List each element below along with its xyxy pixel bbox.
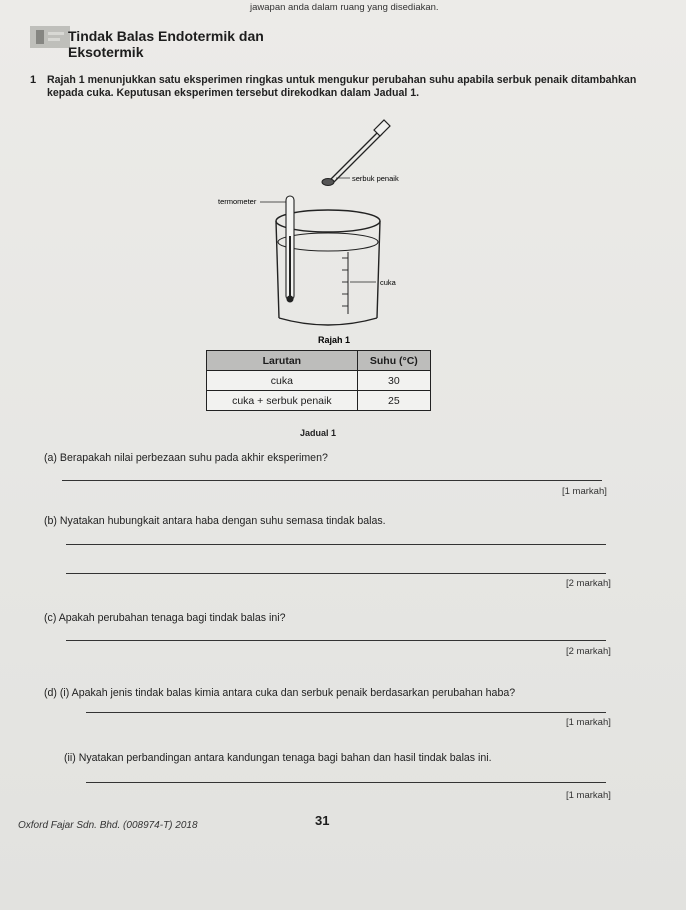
answer-line-a[interactable] (62, 480, 602, 481)
experiment-diagram (200, 118, 460, 348)
section-title-line2: Eksotermik (68, 44, 144, 60)
section-logo-icon (30, 22, 72, 52)
answer-line-b1[interactable] (66, 544, 606, 545)
question-text: Rajah 1 menunjukkan satu eksperimen ringkas untuk mengukur perubahan suhu apabila serbuk penaik ditambahkan kepada cuka. Keputusan eksperimen tersebut direkodkan dalam Jadual 1. (47, 74, 637, 99)
subquestion-a-text: (a) Berapakah nilai perbezaan suhu pada akhir eksperimen? (44, 452, 328, 464)
subquestion-c-text: (c) Apakah perubahan tenaga bagi tindak balas ini? (44, 612, 286, 624)
column-header: Larutan (207, 351, 358, 371)
mark-d1: [1 markah] (566, 717, 611, 728)
thermometer-icon (286, 196, 294, 303)
mark-b: [2 markah] (566, 578, 611, 589)
table-row (207, 391, 431, 411)
top-note: jawapan anda dalam ruang yang disediakan. (250, 2, 439, 13)
section-title: Tindak Balas Endotermik dan (68, 28, 264, 44)
answer-line-c[interactable] (66, 640, 606, 641)
mark-c: [2 markah] (566, 646, 611, 657)
question-number: 1 (30, 74, 37, 86)
answer-line-b2[interactable] (66, 573, 606, 574)
table-header-row (207, 351, 431, 371)
mark-a: [1 markah] (562, 486, 607, 497)
table-cell: 30 (357, 371, 430, 391)
subquestion-d1-text: (d) (i) Apakah jenis tindak balas kimia antara cuka dan serbuk penaik berdasarkan perubahan haba? (44, 687, 516, 699)
subquestion-d2-text: (ii) Nyatakan perbandingan antara kandungan tenaga bagi bahan dan hasil tindak balas ini. (64, 752, 492, 764)
table-cell: 25 (357, 391, 430, 411)
page-number: 31 (315, 813, 330, 828)
table-row (207, 371, 431, 391)
column-header: Suhu (°C) (357, 351, 430, 371)
results-table (206, 350, 431, 411)
label-vinegar: cuka (380, 278, 396, 287)
answer-line-d2[interactable] (86, 782, 606, 783)
label-thermometer: termometer (218, 197, 257, 206)
label-powder: serbuk penaik (352, 174, 399, 183)
table-cell: cuka + serbuk penaik (207, 391, 358, 411)
table-cell: cuka (207, 371, 358, 391)
publisher-footer: Oxford Fajar Sdn. Bhd. (008974-T) 2018 (18, 820, 198, 831)
table-caption: Jadual 1 (300, 428, 337, 438)
answer-line-d1[interactable] (86, 712, 606, 713)
figure-caption: Rajah 1 (318, 335, 351, 345)
mark-d2: [1 markah] (566, 790, 611, 801)
subquestion-b-text: (b) Nyatakan hubungkait antara haba dengan suhu semasa tindak balas. (44, 515, 386, 527)
